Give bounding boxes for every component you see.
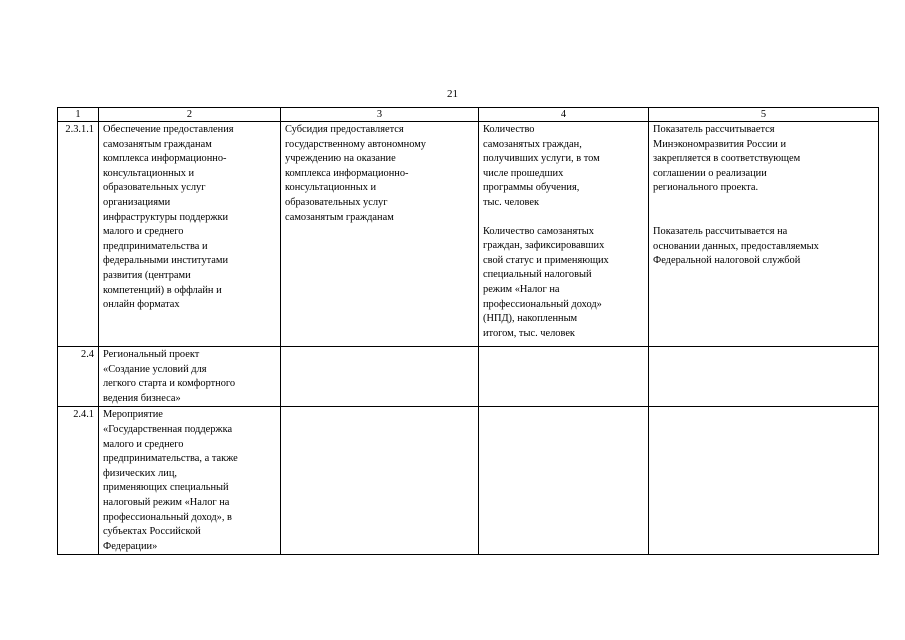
- indicator-text: Количество самозанятых граждан, получивших услуги, в том числе прошедших программы обучения, тыс. человек: [483, 124, 600, 208]
- header-cell: 2: [99, 108, 281, 122]
- method-cell: [649, 122, 879, 347]
- activity-cell: Региональный проект «Создание условий для легкого старта и комфортного ведения бизнеса»: [99, 347, 281, 407]
- indicator-cell: [479, 407, 649, 555]
- row-number: 2.3.1.1: [58, 122, 99, 347]
- indicator-text: Количество самозанятых граждан, зафиксировавших свой статус и применяющих специальный налоговый режим «Налог на профессиональный доход» (НПД), накопленным итогом, тыс. человек: [483, 225, 609, 339]
- row-number: 2.4: [58, 347, 99, 407]
- indicator-cell: [479, 347, 649, 407]
- activity-cell: Обеспечение предоставления самозанятым гражданам комплекса информационно- консультационных и образовательных услуг организациями инфраструктуры поддержки малого и среднего предпринимательства и федеральными институтами развития (центрами компетенций) в оффлайн и онлайн форматах: [99, 122, 281, 347]
- row-number: 2.4.1: [58, 407, 99, 555]
- method-text: Показатель рассчитывается на основании данных, предоставляемых Федеральной налоговой службой: [653, 225, 819, 267]
- activity-cell: Мероприятие «Государственная поддержка малого и среднего предпринимательства, а также физических лиц, применяющих специальный налоговый режим «Налог на профессиональный доход», в субъектах Российской Федерации»: [99, 407, 281, 555]
- header-cell: 5: [649, 108, 879, 122]
- method-text: Показатель рассчитывается Минэкономразвития России и закрепляется в соответствующем соглашении о реализации регионального проекта.: [653, 124, 801, 194]
- indicator-cell: [479, 122, 649, 347]
- header-cell: 4: [479, 108, 649, 122]
- description-cell: Субсидия предоставляется государственному автономному учреждению на оказание комплекса информационно- консультационных и образовательных услуг самозанятым гражданам: [281, 122, 479, 347]
- page-number: 21: [447, 88, 458, 100]
- header-cell: 1: [58, 108, 99, 122]
- table-row: [58, 407, 879, 555]
- method-cell: [649, 407, 879, 555]
- description-cell: [281, 347, 479, 407]
- table-row: [58, 122, 879, 347]
- program-table: [57, 107, 879, 555]
- method-cell: [649, 347, 879, 407]
- table-row: [58, 347, 879, 407]
- description-cell: [281, 407, 479, 555]
- table-header-row: [58, 108, 879, 122]
- header-cell: 3: [281, 108, 479, 122]
